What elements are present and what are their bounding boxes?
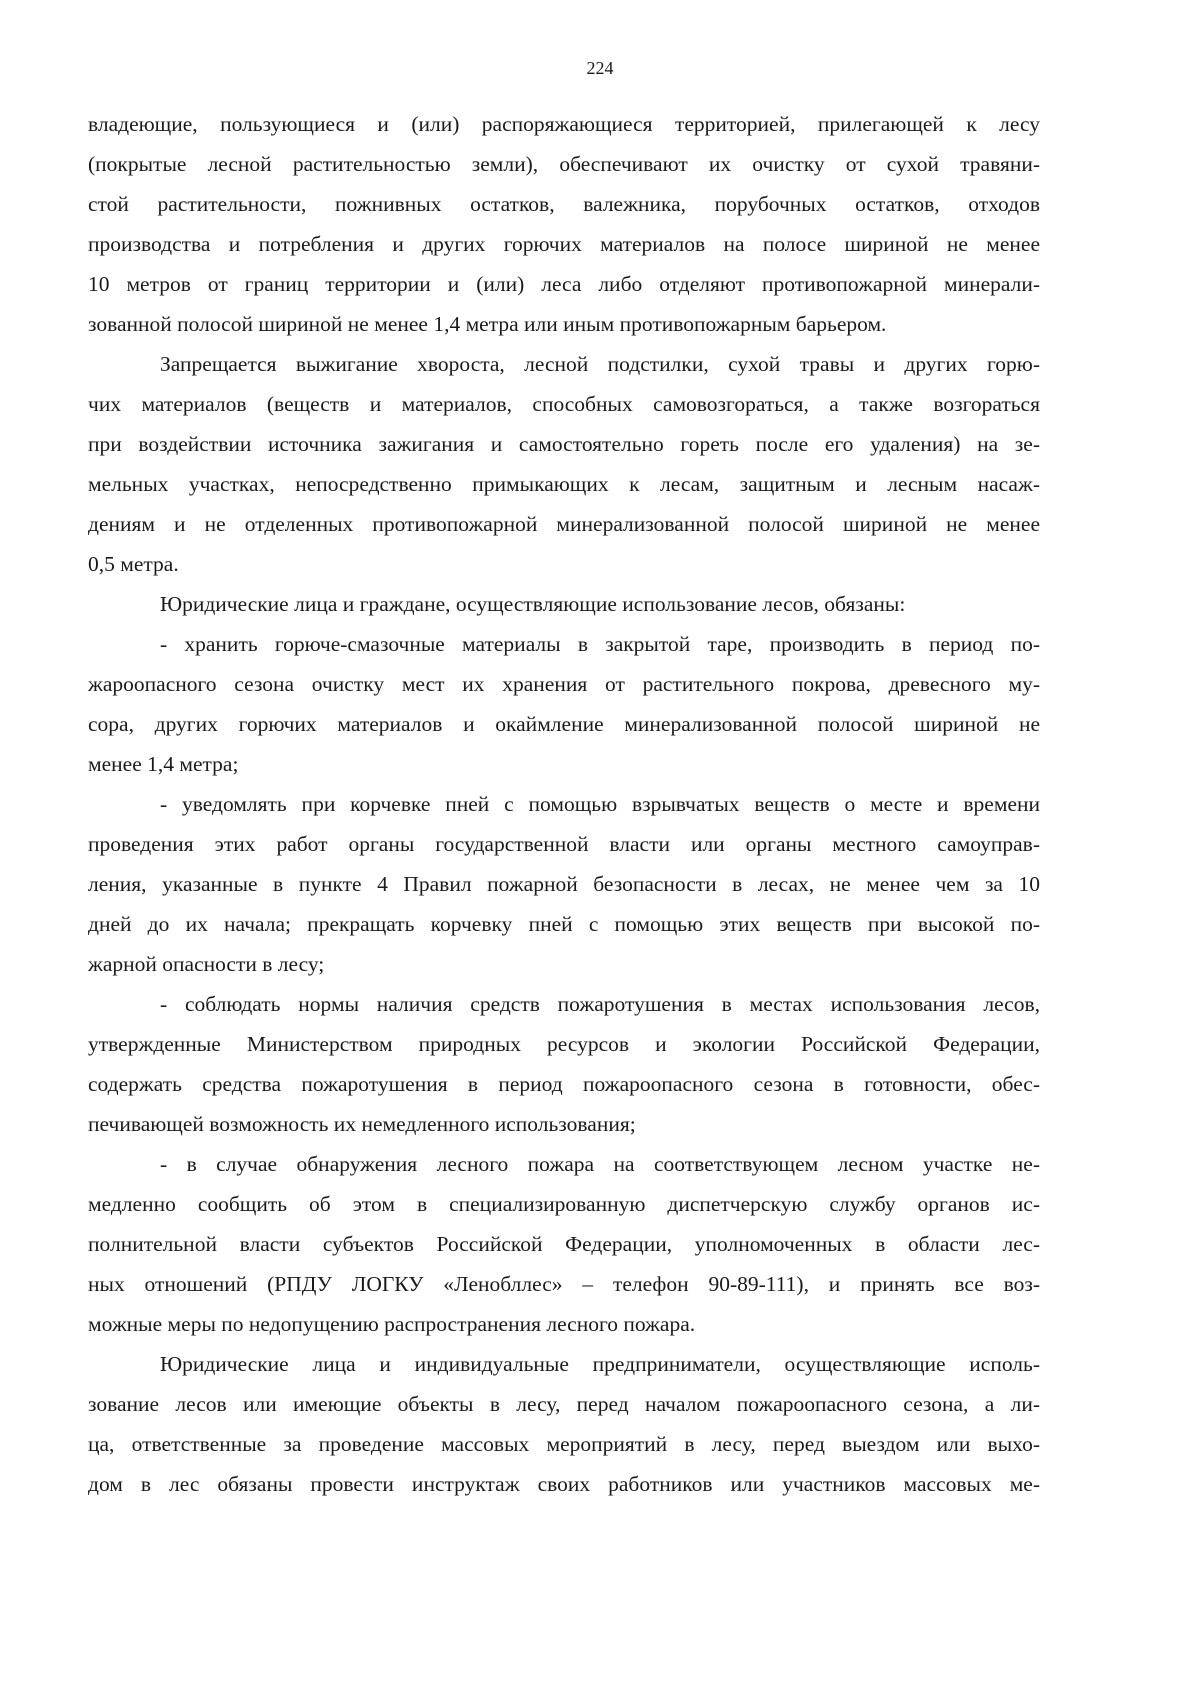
text-line: дениям и не отделенных противопожарной минерализованной полосой шириной не менее (88, 512, 1040, 536)
text-line: ления, указанные в пункте 4 Правил пожарной безопасности в лесах, не менее чем за 10 (88, 872, 1040, 896)
text-line: дней до их начала; прекращать корчевку пней с помощью этих веществ при высокой по- (88, 912, 1040, 936)
text-line: сора, других горючих материалов и окаймление минерализованной полосой шириной не (88, 712, 1040, 736)
text-line: жарной опасности в лесу; (88, 952, 325, 976)
text-line: Юридические лица и индивидуальные предприниматели, осуществляющие исполь- (160, 1352, 1040, 1376)
text-line: жароопасного сезона очистку мест их хранения от растительного покрова, древесного му- (88, 672, 1040, 696)
text-line: Запрещается выжигание хвороста, лесной подстилки, сухой травы и других горю- (160, 352, 1040, 376)
text-line: дом в лес обязаны провести инструктаж своих работников или участников массовых ме- (88, 1472, 1040, 1496)
text-line: чих материалов (веществ и материалов, способных самовозгораться, а также возгораться (88, 392, 1040, 416)
text-line: зованной полосой шириной не менее 1,4 метра или иным противопожарным барьером. (88, 312, 887, 336)
body-text (88, 104, 1040, 1504)
text-line: - в случае обнаружения лесного пожара на соответствующем лесном участке не- (160, 1152, 1040, 1176)
page-number: 224 (586, 58, 614, 78)
text-line: полнительной власти субъектов Российской Федерации, уполномоченных в области лес- (88, 1232, 1040, 1256)
text-line: ных отношений (РПДУ ЛОГКУ «Ленобллес» – телефон 90-89-111), и принять все воз- (88, 1272, 1040, 1296)
text-line: медленно сообщить об этом в специализированную диспетчерскую службу органов ис- (88, 1192, 1040, 1216)
text-line: проведения этих работ органы государственной власти или органы местного самоуправ- (88, 832, 1040, 856)
text-line: - хранить горюче-смазочные материалы в закрытой таре, производить в период по- (160, 632, 1040, 656)
text-line: мельных участках, непосредственно примыкающих к лесам, защитным и лесным насаж- (88, 472, 1040, 496)
text-line: менее 1,4 метра; (88, 752, 239, 776)
text-line: 0,5 метра. (88, 552, 179, 576)
text-line: стой растительности, пожнивных остатков, валежника, порубочных остатков, отходов (88, 192, 1040, 216)
text-line: (покрытые лесной растительностью земли), обеспечивают их очистку от сухой травяни- (88, 152, 1040, 176)
text-line: при воздействии источника зажигания и самостоятельно гореть после его удаления) на зе- (88, 432, 1040, 456)
text-line: печивающей возможность их немедленного использования; (88, 1112, 636, 1136)
text-line: - уведомлять при корчевке пней с помощью взрывчатых веществ о месте и времени (160, 792, 1040, 816)
text-line: ца, ответственные за проведение массовых мероприятий в лесу, перед выездом или выхо- (88, 1432, 1040, 1456)
text-line: 10 метров от границ территории и (или) леса либо отделяют противопожарной минерали- (88, 272, 1040, 296)
text-line: зование лесов или имеющие объекты в лесу, перед началом пожароопасного сезона, а ли- (88, 1392, 1040, 1416)
text-line: можные меры по недопущению распространения лесного пожара. (88, 1312, 696, 1336)
text-line: владеющие, пользующиеся и (или) распоряжающиеся территорией, прилегающей к лесу (88, 112, 1040, 136)
text-line: Юридические лица и граждане, осуществляющие использование лесов, обязаны: (160, 592, 906, 616)
text-line: производства и потребления и других горючих материалов на полосе шириной не менее (88, 232, 1040, 256)
text-line: утвержденные Министерством природных ресурсов и экологии Российской Федерации, (88, 1032, 1040, 1056)
text-line: содержать средства пожаротушения в период пожароопасного сезона в готовности, обес- (88, 1072, 1040, 1096)
text-line: - соблюдать нормы наличия средств пожаротушения в местах использования лесов, (160, 992, 1040, 1016)
